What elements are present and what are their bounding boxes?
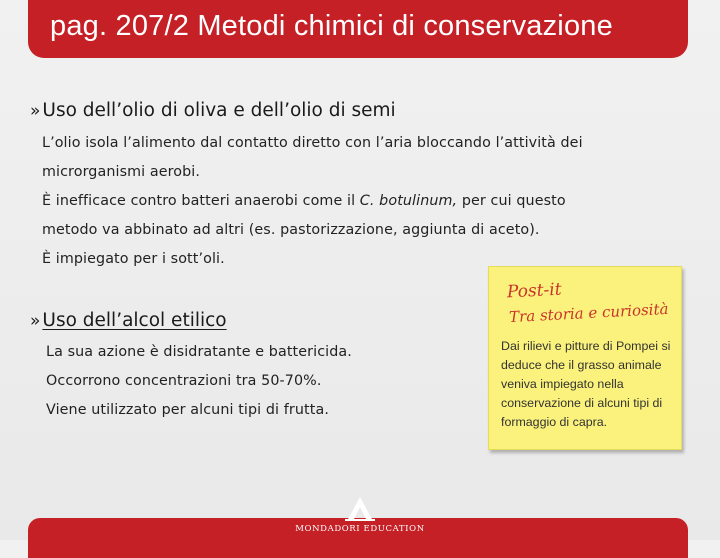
publisher-logo [270,496,450,540]
section-heading [30,310,227,331]
paragraph-line: Occorrono concentrazioni tra 50-70%. [46,373,322,389]
page-title: pag. 207/2 Metodi chimici di conservazione [50,10,613,42]
paragraph-line: microrganismi aerobi. [42,164,201,180]
paragraph-line: metodo va abbinato ad altri (es. pastorizzazione, aggiunta di aceto). [42,222,540,238]
publisher-name: MONDADORI EDUCATION [295,524,425,534]
section-alcol-heading [30,310,227,331]
postit-title: Post-it [506,279,563,303]
heading-text: Uso dell’olio di oliva e dell’olio di semi [42,100,396,121]
section-olio-heading [30,100,396,121]
mondadori-logo-icon [343,496,377,522]
section-heading [30,100,396,121]
paragraph-line: È impiegato per i sott’oli. [42,251,225,267]
title-bar [28,0,688,58]
heading-text: Uso dell’alcol etilico [42,310,227,331]
paragraph-text: È inefficace contro batteri anaerobi come il [42,193,356,209]
paragraph-line: Viene utilizzato per alcuni tipi di frutta. [46,402,329,418]
paragraph-line: L’olio isola l’alimento dal contatto diretto con l’aria bloccando l’attività dei [42,135,583,151]
species-name: C. botulinum, [359,193,458,209]
postit-text: Dai rilievi e pitture di Pompei si deduce che il grasso animale veniva impiegato nella conservazione di alcuni tipi di formaggio di capra. [501,339,671,429]
paragraph-line: La sua azione è disidratante e battericida. [46,344,352,360]
paragraph-text: per cui questo [457,193,566,209]
postit-note [488,266,682,450]
postit-subtitle: Tra storia e curiosità [508,299,669,327]
bullet-icon: » [30,101,41,121]
bullet-icon: » [30,311,41,331]
paragraph-line [42,193,566,209]
